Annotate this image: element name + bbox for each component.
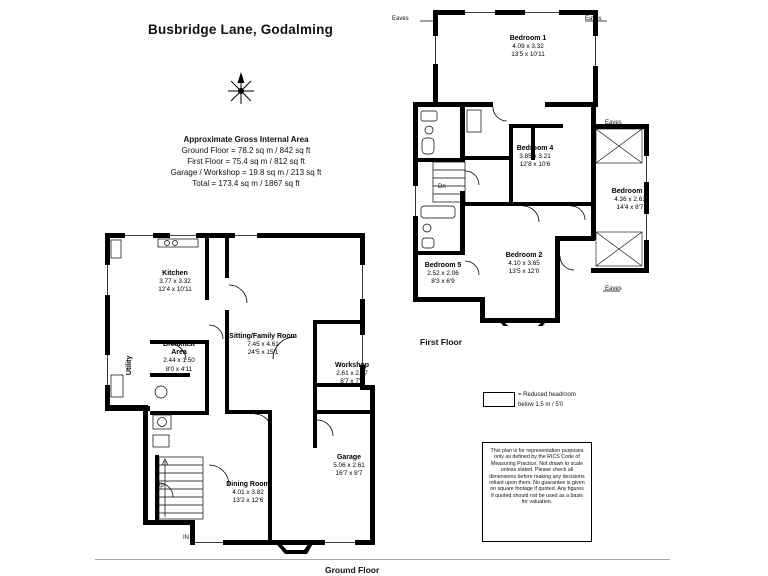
area-summary-line: Total = 173.4 sq m / 1867 sq ft <box>192 179 300 188</box>
area-summary-heading: Approximate Gross Internal Area <box>183 135 309 144</box>
entrance-marker: IN <box>183 535 189 541</box>
room-imperial: 8'7 x 7'5 <box>340 378 364 386</box>
room-imperial: 12'8 x 10'6 <box>519 161 551 169</box>
eaves-marker-top-left: Eaves <box>392 16 409 22</box>
page-title: Busbridge Lane, Godalming <box>148 22 334 37</box>
room-workshop <box>322 362 382 387</box>
room-name: Bedroom 3 <box>611 188 649 195</box>
room-imperial: 13'5 x 12'0 <box>508 268 540 276</box>
room-utility <box>125 355 134 376</box>
legend-swatch <box>483 392 515 407</box>
stair-down-marker: Dn <box>438 184 446 190</box>
ground-floor-label: Ground Floor <box>325 565 380 575</box>
area-summary-line: Ground Floor = 78.2 sq m / 842 sq ft <box>181 146 311 155</box>
room-metric: 4.10 x 3.65 <box>508 260 540 268</box>
room-name: Bedroom 1 <box>509 35 547 42</box>
room-imperial: 16'7 x 8'7 <box>335 470 363 478</box>
room-name: Bedroom 4 <box>516 145 554 152</box>
eaves-leader-lines <box>385 8 665 308</box>
room-metric: 7.45 x 4.61 <box>247 341 279 349</box>
room-breakfast-area <box>150 341 208 374</box>
eaves-marker-right-lower: Eaves <box>605 286 622 292</box>
room-garage <box>316 454 382 479</box>
compass-rose <box>218 70 264 110</box>
room-imperial: 12'4 x 10'11 <box>158 286 192 294</box>
room-metric: 4.01 x 3.82 <box>232 489 264 497</box>
room-metric: 2.52 x 2.06 <box>427 270 459 278</box>
eaves-marker-top-right: Eaves <box>585 16 602 22</box>
room-name: Breakfast <box>163 341 195 348</box>
eaves-marker-right-upper: Eaves <box>605 120 622 126</box>
room-kitchen <box>140 270 210 295</box>
room-dining <box>216 481 280 506</box>
room-imperial: 8'3 x 6'9 <box>431 278 455 286</box>
disclaimer-box: This plan is for representation purposes only as defined by the RICS Code of Measuring Practice. Not drawn to scale unless stated. Please check all dimensions before making any decisions reliant upon them. No guarantee is given on square footage if quoted. Any figures if quoted should not be used as a basis for valuation. <box>482 442 592 542</box>
area-summary-line: Garage / Workshop = 19.8 sq m / 213 sq ft <box>170 168 322 177</box>
room-name: Sitting/Family Room <box>229 333 297 340</box>
room-metric: 2.61 x 2.27 <box>336 370 368 378</box>
legend-line-1: = Reduced headroom <box>518 392 576 398</box>
ground-floor-baseline <box>95 559 670 560</box>
room-metric: 3.85 x 3.21 <box>519 153 551 161</box>
room-name: Utility <box>125 355 133 376</box>
first-floor-label: First Floor <box>420 337 463 347</box>
room-imperial: 8'0 x 4'11 <box>165 365 193 373</box>
room-metric: 2.44 x 1.50 <box>163 357 195 365</box>
stair-up-marker: Up <box>156 483 164 489</box>
room-imperial: 24'5 x 15'1 <box>247 349 279 357</box>
room-imperial: 13'5 x 10'11 <box>511 51 545 59</box>
area-summary-line: First Floor = 75.4 sq m / 812 sq ft <box>187 157 305 166</box>
room-name: Garage <box>336 454 362 461</box>
room-imperial: 14'4 x 8'7 <box>616 204 644 212</box>
room-metric: 4.09 x 3.32 <box>512 43 544 51</box>
room-name: Bedroom 5 <box>424 262 462 269</box>
area-summary <box>126 134 366 189</box>
room-metric: 5.06 x 2.61 <box>333 462 365 470</box>
room-imperial: 13'2 x 12'6 <box>232 497 264 505</box>
room-metric: 4.36 x 2.61 <box>614 196 646 204</box>
room-name-2: Area <box>171 349 187 357</box>
room-name: Workshop <box>334 362 370 369</box>
room-sitting-family <box>215 333 311 358</box>
room-name: Bedroom 2 <box>505 252 543 259</box>
room-metric: 3.77 x 3.32 <box>159 278 191 286</box>
room-name: Kitchen <box>162 270 188 277</box>
legend-line-2: below 1.5 m / 5'0 <box>518 402 564 408</box>
room-name: Dining Room <box>226 481 270 488</box>
